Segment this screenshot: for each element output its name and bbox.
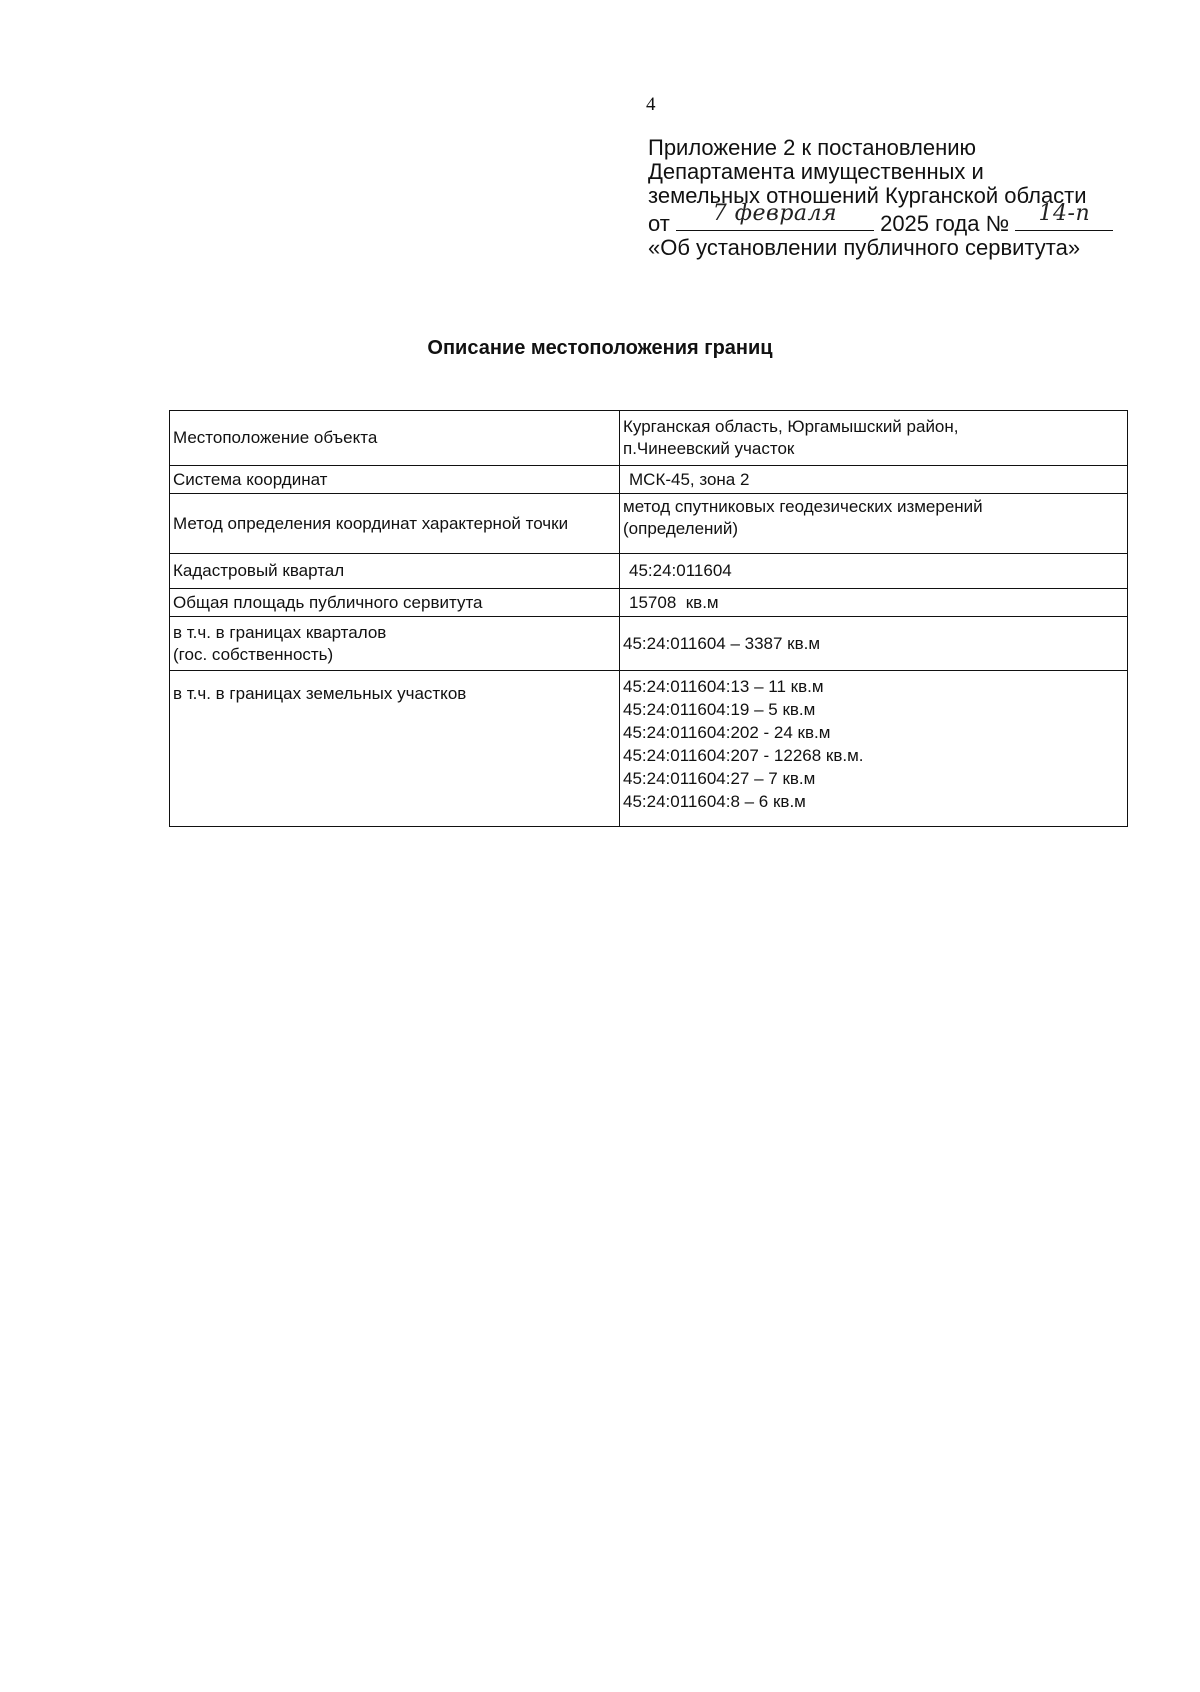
parcel-area: 45:24:011604:207 - 12268 кв.м. [623, 746, 864, 765]
row-value [620, 589, 1128, 617]
value-line: (определений) [623, 519, 739, 538]
row-label [170, 617, 620, 671]
table-row [170, 466, 1128, 494]
handwritten-number: 14-п [1038, 201, 1091, 226]
table-row [170, 589, 1128, 617]
parcel-area: 45:24:011604:13 – 11 кв.м [623, 677, 824, 696]
value-line: п.Чинеевский участок [623, 439, 795, 458]
row-label: Система координат [170, 466, 620, 494]
row-value [620, 671, 1128, 827]
parcel-area: 45:24:011604:19 – 5 кв.м [623, 700, 816, 719]
number-fill-line [1015, 201, 1113, 231]
table-row [170, 554, 1128, 589]
page-number: 4 [646, 94, 656, 115]
appendix-header [648, 136, 1168, 260]
document-title: Описание местоположения границ [427, 337, 773, 359]
row-value [620, 554, 1128, 589]
value-line: метод спутниковых геодезических измерений [623, 497, 983, 516]
value-line: 45:24:011604 [629, 561, 732, 580]
row-label: Кадастровый квартал [170, 554, 620, 589]
value-line: МСК-45, зона 2 [629, 469, 750, 489]
handwritten-date: 7 февраля [712, 201, 838, 226]
row-label: Метод определения координат характерной точки [170, 494, 620, 554]
header-line-3: земельных отношений Курганской области [648, 183, 1087, 208]
row-label: в т.ч. в границах земельных участков [170, 671, 620, 827]
row-value [620, 617, 1128, 671]
value-line: 15708 кв.м [629, 592, 719, 612]
table-row [170, 671, 1128, 827]
row-label: Местоположение объекта [170, 411, 620, 466]
header-subject: «Об установлении публичного сервитута» [648, 235, 1081, 260]
boundary-description-table [169, 410, 1128, 827]
parcel-area: 45:24:011604:202 - 24 кв.м [623, 723, 831, 742]
row-value [620, 494, 1128, 554]
prefix-ot: от [648, 211, 670, 236]
header-line-2: Департамента имущественных и [648, 159, 984, 184]
table-row [170, 617, 1128, 671]
table-row [170, 494, 1128, 554]
date-fill-line [676, 201, 874, 231]
header-line-date [648, 201, 1168, 236]
value-line: Курганская область, Юргамышский район, [623, 417, 959, 436]
parcel-area: 45:24:011604:27 – 7 кв.м [623, 769, 816, 788]
header-line-1: Приложение 2 к постановлению [648, 135, 977, 160]
row-label: Общая площадь публичного сервитута [170, 589, 620, 617]
row-value [620, 466, 1128, 494]
row-value [620, 411, 1128, 466]
table-row [170, 411, 1128, 466]
label-line: в т.ч. в границах кварталов [173, 622, 387, 642]
year-text: 2025 года № [880, 211, 1010, 236]
value-line: 45:24:011604 – 3387 кв.м [623, 633, 821, 653]
label-line: (гос. собственность) [173, 644, 334, 664]
parcel-area: 45:24:011604:8 – 6 кв.м [623, 792, 806, 811]
